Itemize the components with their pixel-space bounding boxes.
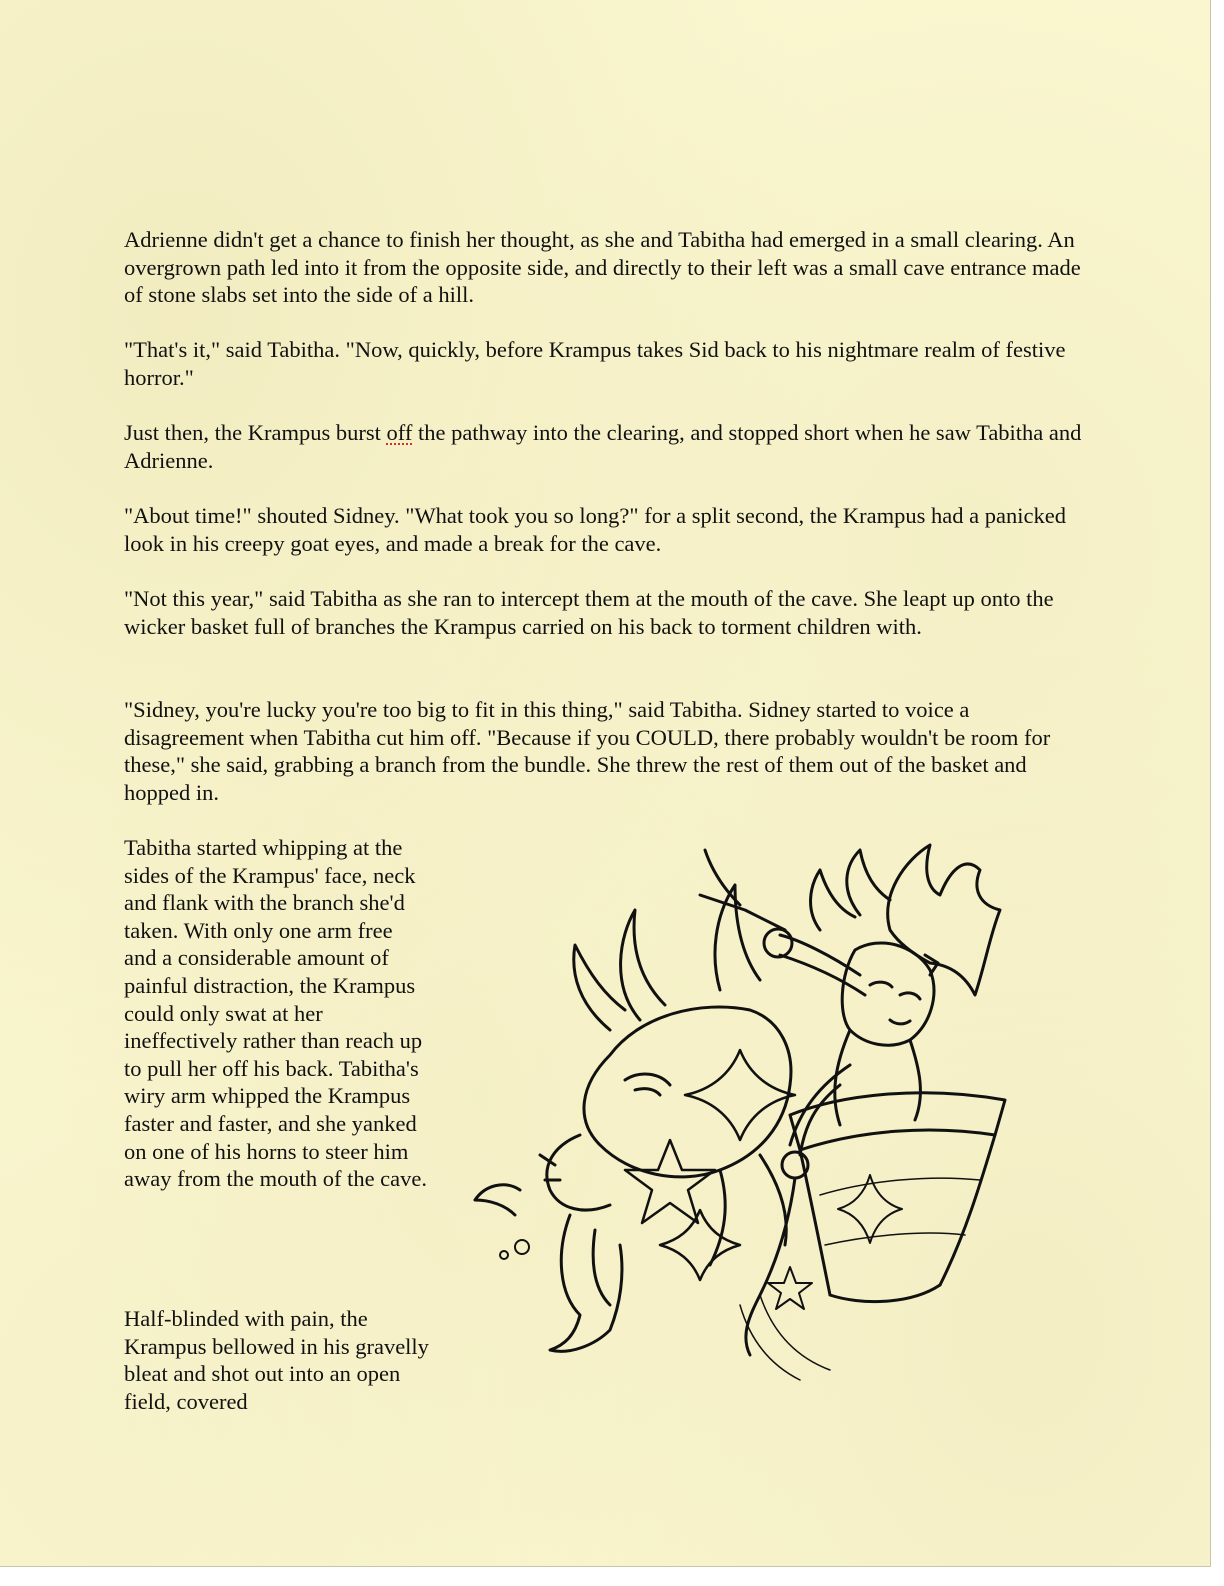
paragraph-8: Half-blinded with pain, the Krampus bellowed in his gravelly bleat and shot out into an open field, covered	[124, 1306, 429, 1414]
paragraph-3-end: the pathway into the clearing, and stopped short when he saw Tabitha and Adrienne.	[124, 420, 1082, 473]
paragraph-1: Adrienne didn't get a chance to finish her thought, as she and Tabitha had emerged in a small clearing. An overgrown path led into it from the opposite side, and directly to their left was a small cave entrance made of stone slabs set into the side of a hill.	[124, 227, 1081, 308]
krampus-ride-illustration	[460, 835, 1020, 1395]
spellcheck-flagged-word[interactable]: off	[386, 420, 413, 445]
impact-sparkle-1	[685, 1050, 795, 1140]
paragraph-7: Tabitha started whipping at the sides of the Krampus' face, neck and flank with the branch she'd taken. With only one arm free and a considerable amount of painful distraction, the Krampus could only swat at her ineffectively rather than reach up to pull her off his back. Tabitha's wiry arm whipped the Krampus faster and faster, and she yanked on one of his horns to steer him away from the mouth of the cave.	[124, 835, 428, 1192]
krampus-head	[584, 1007, 791, 1177]
tabitha-face	[842, 943, 934, 1045]
paragraph-6: "Sidney, you're lucky you're too big to fit in this thing," said Tabitha. Sidney started to voice a disagreement when Tabitha cut him off. "Because if you COULD, there probably wouldn't be room for these," she said, grabbing a branch from the bundle. She threw the rest of them out of the basket and hopped in.	[124, 697, 1051, 805]
impact-sparkle-3	[838, 1175, 902, 1243]
paragraph-5: "Not this year," said Tabitha as she ran to intercept them at the mouth of the cave. She leapt up onto the wicker basket full of branches the Krampus carried on his back to torment children with.	[124, 586, 1054, 639]
paragraph-2: "That's it," said Tabitha. "Now, quickly, before Krampus takes Sid back to his nightmare realm of festive horror."	[124, 337, 1066, 390]
tabitha-hair	[888, 845, 1000, 995]
paragraph-4: "About time!" shouted Sidney. "What took you so long?" for a split second, the Krampus had a panicked look in his creepy goat eyes, and made a break for the cave.	[124, 503, 1066, 556]
krampus-horn-left	[621, 910, 665, 1020]
paragraph-3-start: Just then, the Krampus burst	[124, 420, 387, 445]
pain-star-small	[768, 1267, 812, 1309]
krampus-beard	[550, 1215, 622, 1351]
impact-sparkle-2	[660, 1210, 740, 1280]
paragraph-3	[124, 419, 1086, 474]
